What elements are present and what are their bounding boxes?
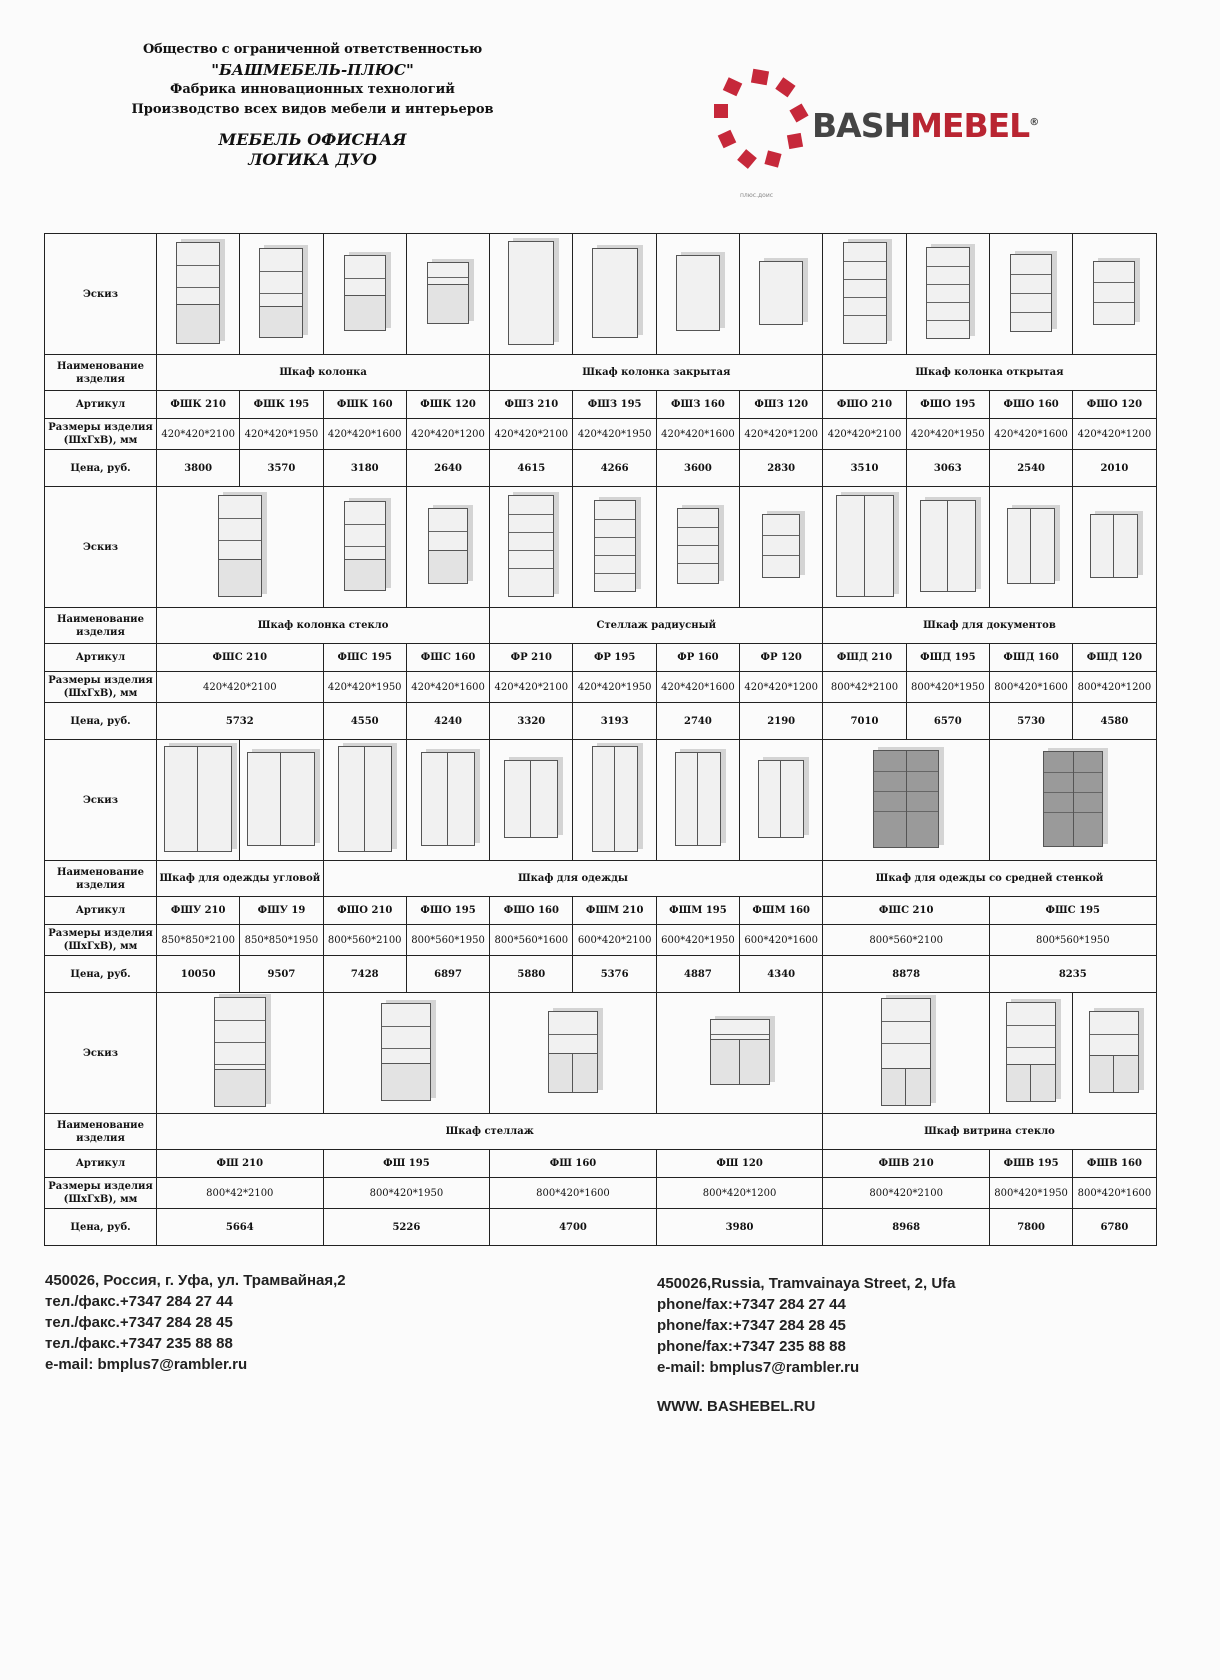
dims-cell: 420*420*1950 [573, 672, 656, 703]
price-label: Цена, руб. [45, 956, 157, 993]
doc-title-2: ЛОГИКА ДУО [248, 150, 377, 169]
dims-cell: 420*420*1600 [406, 672, 489, 703]
dims-label: Размеры изделия (ШхГхВ), мм [45, 672, 157, 703]
website: WWW. BASHEBEL.RU [657, 1398, 816, 1415]
dims-cell: 420*420*1200 [740, 672, 823, 703]
dims-row [45, 1178, 1157, 1209]
dims-cell: 800*420*1950 [323, 1178, 490, 1209]
price-cell: 6780 [1073, 1209, 1156, 1246]
contacts-en [657, 1273, 956, 1417]
price-cell: 5664 [157, 1209, 324, 1246]
price-cell: 4340 [740, 956, 823, 993]
price-cell: 6897 [406, 956, 489, 993]
sketch-cell [490, 234, 573, 355]
sketch-cell [1073, 487, 1156, 608]
sketch-cell [157, 740, 240, 861]
company-tagline-2: Производство всех видов мебели и интерьеров [131, 102, 494, 117]
dims-cell: 800*420*1950 [906, 672, 989, 703]
logo-wordmark-red: MEBEL [910, 106, 1030, 145]
dims-cell: 800*420*1200 [1073, 672, 1156, 703]
phone-en-3: phone/fax:+7347 235 88 88 [657, 1338, 846, 1355]
sketch-label: Эскиз [45, 993, 157, 1114]
name-row [45, 355, 1157, 391]
sketch-cell [906, 234, 989, 355]
logo-subtext: плюс.доис [740, 192, 774, 199]
article-cell: ФШС 210 [157, 644, 324, 672]
group-name: Шкаф витрина стекло [823, 1114, 1156, 1150]
name-label: Наименование изделия [45, 355, 157, 391]
group-name: Шкаф колонка открытая [823, 355, 1156, 391]
phone-en-2: phone/fax:+7347 284 28 45 [657, 1317, 846, 1334]
price-cell: 3320 [490, 703, 573, 740]
price-cell: 4266 [573, 450, 656, 487]
group-name: Шкаф для одежды [323, 861, 823, 897]
price-cell: 4615 [490, 450, 573, 487]
article-cell: ФШК 210 [157, 391, 240, 419]
company-name: "БАШМЕБЕЛЬ-ПЛЮС" [211, 61, 414, 79]
sketch-cell [740, 234, 823, 355]
sketch-cell [989, 234, 1072, 355]
price-label: Цена, руб. [45, 450, 157, 487]
article-cell: ФШС 160 [406, 644, 489, 672]
article-cell: ФШ 210 [157, 1150, 324, 1178]
dims-cell: 800*42*2100 [157, 1178, 324, 1209]
article-row [45, 897, 1157, 925]
article-cell: ФШВ 210 [823, 1150, 990, 1178]
dims-cell: 420*420*2100 [157, 672, 324, 703]
dims-cell: 800*420*1600 [1073, 1178, 1156, 1209]
company-header [100, 40, 525, 170]
article-cell: ФШК 160 [323, 391, 406, 419]
article-cell: ФШО 160 [989, 391, 1072, 419]
dims-label: Размеры изделия (ШхГхВ), мм [45, 419, 157, 450]
dims-cell: 850*850*2100 [157, 925, 240, 956]
price-cell: 3800 [157, 450, 240, 487]
sketch-cell [823, 487, 906, 608]
sketch-cell [573, 234, 656, 355]
sketch-row [45, 234, 1157, 355]
price-cell: 3510 [823, 450, 906, 487]
sketch-cell [323, 234, 406, 355]
dims-cell: 420*420*1200 [406, 419, 489, 450]
sketch-cell [656, 993, 823, 1114]
price-row [45, 956, 1157, 993]
price-cell: 6570 [906, 703, 989, 740]
sketch-cell [490, 740, 573, 861]
dims-label: Размеры изделия (ШхГхВ), мм [45, 925, 157, 956]
article-cell: ФШМ 210 [573, 897, 656, 925]
sketch-cell [656, 234, 739, 355]
article-cell: ФР 195 [573, 644, 656, 672]
group-name: Шкаф колонка стекло [157, 608, 490, 644]
sketch-cell [323, 487, 406, 608]
dims-cell: 600*420*1950 [656, 925, 739, 956]
price-cell: 5376 [573, 956, 656, 993]
price-cell: 3193 [573, 703, 656, 740]
article-cell: ФШД 195 [906, 644, 989, 672]
dims-row [45, 925, 1157, 956]
sketch-cell [573, 740, 656, 861]
group-name: Стеллаж радиусный [490, 608, 823, 644]
price-cell: 5226 [323, 1209, 490, 1246]
sketch-cell [656, 740, 739, 861]
sketch-label: Эскиз [45, 487, 157, 608]
dims-cell: 800*420*2100 [823, 1178, 990, 1209]
group-name: Шкаф для документов [823, 608, 1156, 644]
email-en: e-mail: bmplus7@rambler.ru [657, 1359, 860, 1376]
price-label: Цена, руб. [45, 703, 157, 740]
sketch-cell [906, 487, 989, 608]
price-cell: 3980 [656, 1209, 823, 1246]
dims-cell: 800*42*2100 [823, 672, 906, 703]
price-cell: 4240 [406, 703, 489, 740]
article-cell: ФШУ 210 [157, 897, 240, 925]
article-cell: ФШС 195 [989, 897, 1156, 925]
group-name: Шкаф для одежды угловой [157, 861, 324, 897]
dims-cell: 420*420*1200 [740, 419, 823, 450]
article-cell: ФШМ 195 [656, 897, 739, 925]
article-label: Артикул [45, 1150, 157, 1178]
dims-cell: 800*560*2100 [323, 925, 406, 956]
dims-cell: 420*420*1600 [656, 672, 739, 703]
article-cell: ФШО 210 [323, 897, 406, 925]
phone-ru-3: тел./факс.+7347 235 88 88 [45, 1335, 233, 1352]
price-cell: 9507 [240, 956, 323, 993]
article-cell: ФШС 195 [323, 644, 406, 672]
article-cell: ФШЗ 195 [573, 391, 656, 419]
article-cell: ФШ 160 [490, 1150, 657, 1178]
dims-cell: 850*850*1950 [240, 925, 323, 956]
dims-cell: 800*560*1950 [406, 925, 489, 956]
price-table [44, 233, 1157, 1246]
sketch-cell [989, 487, 1072, 608]
name-row [45, 861, 1157, 897]
group-name: Шкаф для одежды со средней стенкой [823, 861, 1156, 897]
price-cell: 2830 [740, 450, 823, 487]
price-cell: 8878 [823, 956, 990, 993]
sketch-cell [406, 234, 489, 355]
article-cell: ФШ 120 [656, 1150, 823, 1178]
article-cell: ФШВ 195 [989, 1150, 1072, 1178]
sketch-cell [823, 740, 990, 861]
dims-cell: 420*420*1950 [573, 419, 656, 450]
sketch-cell [823, 993, 990, 1114]
sketch-label: Эскиз [45, 740, 157, 861]
doc-title-1: МЕБЕЛЬ ОФИСНАЯ [218, 130, 407, 149]
sketch-row [45, 740, 1157, 861]
sketch-cell [490, 487, 573, 608]
dims-cell: 420*420*1950 [240, 419, 323, 450]
price-cell: 2540 [989, 450, 1072, 487]
article-cell: ФШЗ 160 [656, 391, 739, 419]
dims-cell: 600*420*1600 [740, 925, 823, 956]
article-cell: ФШС 210 [823, 897, 990, 925]
sketch-label: Эскиз [45, 234, 157, 355]
article-cell: ФШК 195 [240, 391, 323, 419]
sketch-cell [989, 993, 1072, 1114]
company-tagline-1: Фабрика инновационных технологий [170, 82, 455, 97]
price-cell: 5732 [157, 703, 324, 740]
price-cell: 4580 [1073, 703, 1156, 740]
sketch-cell [1073, 993, 1156, 1114]
price-cell: 8968 [823, 1209, 990, 1246]
article-cell: ФШД 210 [823, 644, 906, 672]
sketch-cell [989, 740, 1156, 861]
article-cell: ФШД 120 [1073, 644, 1156, 672]
group-name: Шкаф стеллаж [157, 1114, 823, 1150]
price-row [45, 703, 1157, 740]
address-en: 450026,Russia, Tramvainaya Street, 2, Ufa [657, 1275, 956, 1292]
dims-cell: 800*420*1200 [656, 1178, 823, 1209]
article-cell: ФШО 120 [1073, 391, 1156, 419]
dims-cell: 800*420*1950 [989, 1178, 1072, 1209]
dims-cell: 420*420*1200 [1073, 419, 1156, 450]
sketch-row [45, 487, 1157, 608]
name-label: Наименование изделия [45, 1114, 157, 1150]
dims-cell: 420*420*1950 [323, 672, 406, 703]
sketch-cell [157, 993, 324, 1114]
article-cell: ФШО 210 [823, 391, 906, 419]
name-row [45, 1114, 1157, 1150]
group-name: Шкаф колонка закрытая [490, 355, 823, 391]
price-cell: 5880 [490, 956, 573, 993]
logo-wordmark [812, 106, 1038, 145]
sketch-cell [573, 487, 656, 608]
article-cell: ФШО 195 [906, 391, 989, 419]
article-cell: ФШК 120 [406, 391, 489, 419]
article-cell: ФР 120 [740, 644, 823, 672]
price-cell: 2010 [1073, 450, 1156, 487]
price-cell: 4550 [323, 703, 406, 740]
dims-cell: 800*420*1600 [989, 672, 1072, 703]
article-cell: ФР 160 [656, 644, 739, 672]
price-label: Цена, руб. [45, 1209, 157, 1246]
article-label: Артикул [45, 391, 157, 419]
article-cell: ФШВ 160 [1073, 1150, 1156, 1178]
price-cell: 7010 [823, 703, 906, 740]
address-ru: 450026, Россия, г. Уфа, ул. Трамвайная,2 [45, 1272, 346, 1289]
sketch-cell [823, 234, 906, 355]
sketch-cell [323, 740, 406, 861]
dims-cell: 420*420*2100 [490, 419, 573, 450]
article-cell: ФШМ 160 [740, 897, 823, 925]
sketch-cell [490, 993, 657, 1114]
article-cell: ФШД 160 [989, 644, 1072, 672]
contacts-ru [45, 1270, 346, 1375]
price-cell: 8235 [989, 956, 1156, 993]
price-cell: 3570 [240, 450, 323, 487]
article-cell: ФШУ 19 [240, 897, 323, 925]
article-cell: ФР 210 [490, 644, 573, 672]
sketch-cell [323, 993, 490, 1114]
dims-cell: 420*420*1950 [906, 419, 989, 450]
sketch-cell [740, 487, 823, 608]
sketch-cell [1073, 234, 1156, 355]
logo-mark-icon [712, 68, 812, 178]
article-label: Артикул [45, 897, 157, 925]
bashmebel-logo [712, 68, 1072, 208]
group-name: Шкаф колонка [157, 355, 490, 391]
article-cell: ФШО 160 [490, 897, 573, 925]
article-row [45, 644, 1157, 672]
price-cell: 2190 [740, 703, 823, 740]
price-cell: 3180 [323, 450, 406, 487]
article-cell: ФШЗ 120 [740, 391, 823, 419]
dims-row [45, 419, 1157, 450]
price-row [45, 1209, 1157, 1246]
logo-wordmark-dark: BASH [812, 106, 911, 145]
dims-label: Размеры изделия (ШхГхВ), мм [45, 1178, 157, 1209]
sketch-row [45, 993, 1157, 1114]
price-cell: 3600 [656, 450, 739, 487]
sketch-cell [406, 740, 489, 861]
email-ru: e-mail: bmplus7@rambler.ru [45, 1356, 248, 1373]
dims-cell: 800*560*2100 [823, 925, 990, 956]
article-cell: ФШЗ 210 [490, 391, 573, 419]
price-cell: 2640 [406, 450, 489, 487]
dims-cell: 800*420*1600 [490, 1178, 657, 1209]
price-cell: 4700 [490, 1209, 657, 1246]
logo-registered-mark: ® [1029, 117, 1039, 128]
dims-cell: 420*420*1600 [989, 419, 1072, 450]
dims-cell: 800*560*1600 [490, 925, 573, 956]
price-cell: 7428 [323, 956, 406, 993]
phone-en-1: phone/fax:+7347 284 27 44 [657, 1296, 846, 1313]
price-cell: 3063 [906, 450, 989, 487]
phone-ru-2: тел./факс.+7347 284 28 45 [45, 1314, 233, 1331]
dims-cell: 420*420*1600 [323, 419, 406, 450]
phone-ru-1: тел./факс.+7347 284 27 44 [45, 1293, 233, 1310]
dims-cell: 420*420*1600 [656, 419, 739, 450]
dims-cell: 420*420*2100 [157, 419, 240, 450]
sketch-cell [157, 234, 240, 355]
dims-row [45, 672, 1157, 703]
sketch-cell [240, 234, 323, 355]
price-cell: 4887 [656, 956, 739, 993]
price-cell: 2740 [656, 703, 739, 740]
price-cell: 5730 [989, 703, 1072, 740]
sketch-cell [157, 487, 324, 608]
article-row [45, 391, 1157, 419]
price-cell: 10050 [157, 956, 240, 993]
dims-cell: 800*560*1950 [989, 925, 1156, 956]
sketch-cell [740, 740, 823, 861]
dims-cell: 420*420*2100 [490, 672, 573, 703]
article-row [45, 1150, 1157, 1178]
name-label: Наименование изделия [45, 861, 157, 897]
dims-cell: 420*420*2100 [823, 419, 906, 450]
price-cell: 7800 [989, 1209, 1072, 1246]
name-label: Наименование изделия [45, 608, 157, 644]
dims-cell: 600*420*2100 [573, 925, 656, 956]
sketch-cell [406, 487, 489, 608]
sketch-cell [240, 740, 323, 861]
article-cell: ФШО 195 [406, 897, 489, 925]
name-row [45, 608, 1157, 644]
sketch-cell [656, 487, 739, 608]
article-cell: ФШ 195 [323, 1150, 490, 1178]
price-row [45, 450, 1157, 487]
company-type: Общество с ограниченной ответственностью [142, 42, 483, 57]
article-label: Артикул [45, 644, 157, 672]
